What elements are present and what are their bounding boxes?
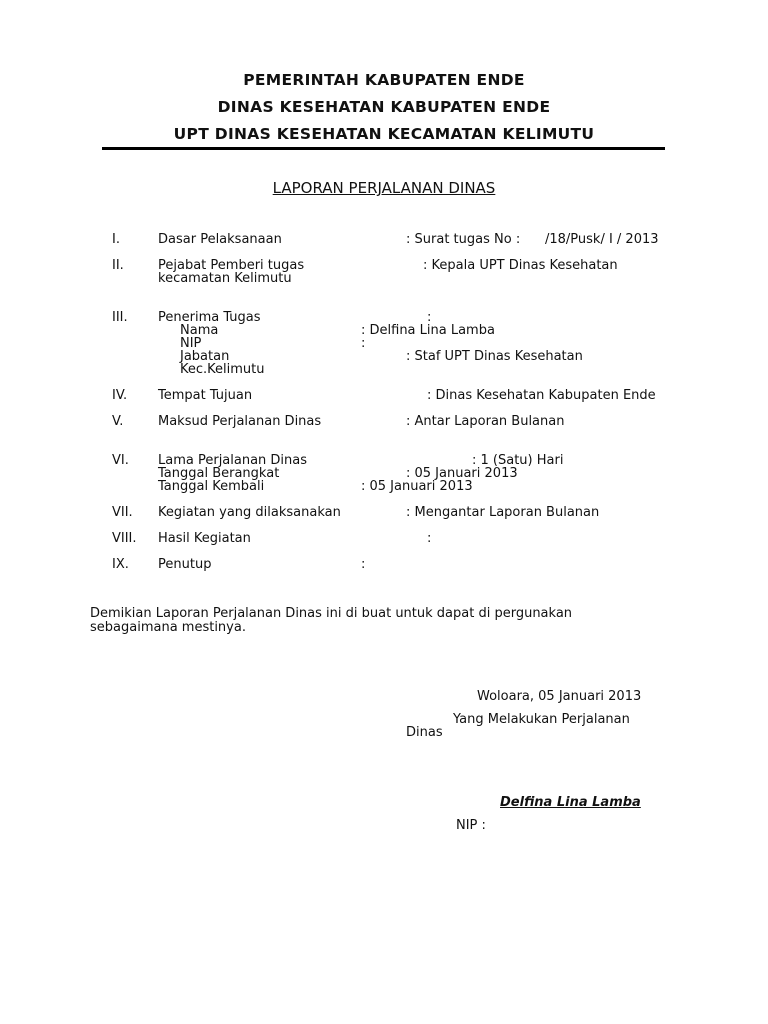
sub-value: : 05 Januari 2013 xyxy=(406,466,518,481)
item-label: Lama Perjalanan Dinas xyxy=(158,453,308,468)
item-number: II. xyxy=(112,258,124,273)
signer-name: Delfina Lina Lamba xyxy=(500,795,641,810)
item-value: : Mengantar Laporan Bulanan xyxy=(406,505,600,520)
item-number: VIII. xyxy=(112,531,137,546)
sub-value: : xyxy=(361,336,366,351)
item-value: : Surat tugas No : /18/Pusk/ I / 2013 xyxy=(406,232,659,247)
header-divider xyxy=(102,147,665,150)
item-value-continuation: kecamatan Kelimutu xyxy=(158,271,292,286)
item-label: Dasar Pelaksanaan xyxy=(158,232,282,247)
sub-value: : 05 Januari 2013 xyxy=(361,479,473,494)
sub-label: Tanggal Kembali xyxy=(158,479,265,494)
item-label: Maksud Perjalanan Dinas xyxy=(158,414,322,429)
sub-label: Jabatan xyxy=(180,349,230,364)
item-value: : xyxy=(361,557,366,572)
item-value: : xyxy=(427,531,432,546)
item-number: VII. xyxy=(112,505,133,520)
closing-text-line-2: sebagaimana mestinya. xyxy=(90,620,246,635)
item-number: III. xyxy=(112,310,128,325)
signer-role-continuation: Dinas xyxy=(406,725,443,740)
item-number: I. xyxy=(112,232,120,247)
item-number: IV. xyxy=(112,388,128,403)
item-label: Tempat Tujuan xyxy=(158,388,253,403)
header-line-3: UPT DINAS KESEHATAN KECAMATAN KELIMUTU xyxy=(173,125,595,143)
signer-nip: NIP : xyxy=(456,818,486,833)
item-value: : Kepala UPT Dinas Kesehatan xyxy=(423,258,618,273)
item-label: Penutup xyxy=(158,557,212,572)
item-number: VI. xyxy=(112,453,129,468)
document-title: LAPORAN PERJALANAN DINAS xyxy=(272,179,496,197)
sub-value: : Staf UPT Dinas Kesehatan xyxy=(406,349,583,364)
sub-label: Nama xyxy=(180,323,219,338)
header-line-1: PEMERINTAH KABUPATEN ENDE xyxy=(243,71,525,89)
header-line-2: DINAS KESEHATAN KABUPATEN ENDE xyxy=(217,98,551,116)
item-value: : xyxy=(427,310,432,325)
sub-value: : Delfina Lina Lamba xyxy=(361,323,495,338)
closing-text-line-1: Demikian Laporan Perjalanan Dinas ini di buat untuk dapat di pergunakan xyxy=(90,606,573,621)
item-value: : 1 (Satu) Hari xyxy=(472,453,564,468)
sub-label: Kec.Kelimutu xyxy=(180,362,265,377)
sub-label: Tanggal Berangkat xyxy=(158,466,280,481)
item-number: IX. xyxy=(112,557,129,572)
item-label: Pejabat Pemberi tugas xyxy=(158,258,305,273)
item-value: : Antar Laporan Bulanan xyxy=(406,414,565,429)
item-label: Penerima Tugas xyxy=(158,310,261,325)
signer-role: Yang Melakukan Perjalanan xyxy=(453,712,630,727)
item-number: V. xyxy=(112,414,124,429)
place-date: Woloara, 05 Januari 2013 xyxy=(477,689,642,704)
item-label: Kegiatan yang dilaksanakan xyxy=(158,505,341,520)
sub-label: NIP xyxy=(180,336,202,351)
item-value: : Dinas Kesehatan Kabupaten Ende xyxy=(427,388,656,403)
item-label: Hasil Kegiatan xyxy=(158,531,251,546)
